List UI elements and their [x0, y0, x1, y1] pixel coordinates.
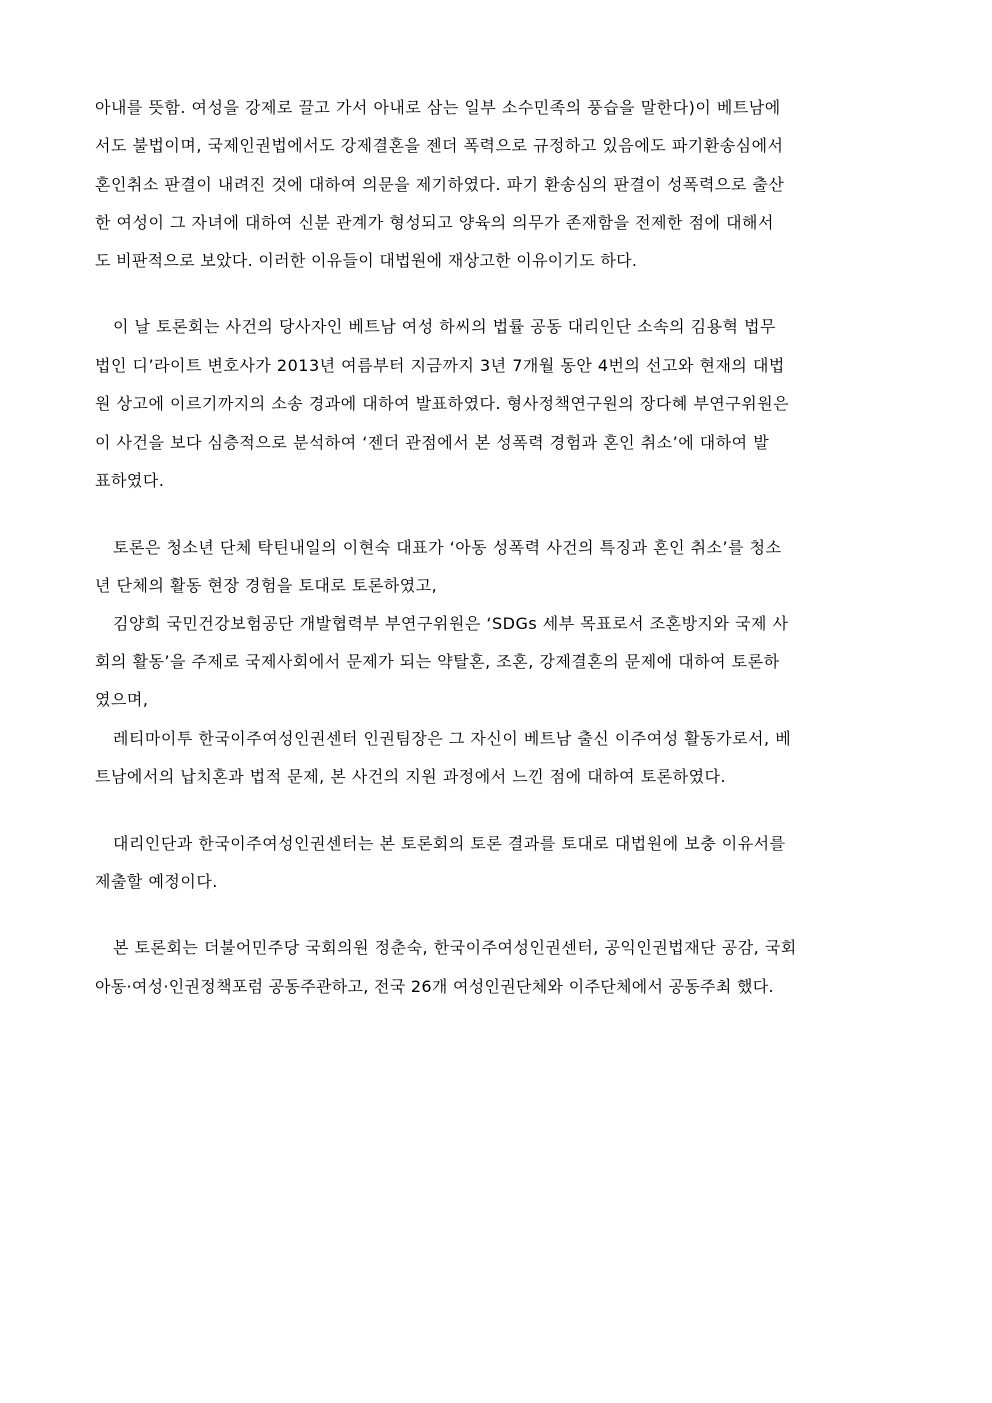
paragraph-3-line-6: 레티마이투 한국이주여성인권센터 인권팀장은 그 자신이 베트남 출신 이주여성 활동가로서, 베 — [113, 729, 792, 748]
paragraph-3-line-5: 였으며, — [95, 690, 149, 709]
paragraph-2-line-5: 표하였다. — [95, 471, 165, 490]
paragraph-4-line-1: 대리인단과 한국이주여성인권센터는 본 토론회의 토론 결과를 토대로 대법원에 보충 이유서를 — [113, 834, 786, 853]
paragraph-5-line-2: 아동·여성·인권정책포럼 공동주관하고, 전국 26개 여성인권단체와 이주단체에서 공동주최 했다. — [95, 977, 774, 996]
paragraph-3-line-2: 년 단체의 활동 현장 경험을 토대로 토론하였고, — [95, 576, 438, 595]
paragraph-1-line-3: 혼인취소 판결이 내려진 것에 대하여 의문을 제기하였다. 파기 환송심의 판결이 성폭력으로 출산 — [95, 175, 785, 194]
paragraph-3-line-7: 트남에서의 납치혼과 법적 문제, 본 사건의 지원 과정에서 느낀 점에 대하여 토론하였다. — [95, 767, 727, 786]
paragraph-1-line-2: 서도 불법이며, 국제인권법에서도 강제결혼을 젠더 폭력으로 규정하고 있음에도 파기환송심에서 — [95, 136, 784, 155]
paragraph-2-line-4: 이 사건을 보다 심층적으로 분석하여 ‘젠더 관점에서 본 성폭력 경험과 혼인 취소’에 대하여 발 — [95, 433, 770, 452]
paragraph-3-line-4: 회의 활동’을 주제로 국제사회에서 문제가 되는 약탈혼, 조혼, 강제결혼의 문제에 대하여 토론하 — [95, 652, 780, 671]
paragraph-1-line-5: 도 비판적으로 보았다. 이러한 이유들이 대법원에 재상고한 이유이기도 하다. — [95, 251, 638, 270]
paragraph-3-line-3: 김양희 국민건강보험공단 개발협력부 부연구위원은 ‘SDGs 세부 목표로서 조혼방지와 국제 사 — [113, 614, 789, 633]
paragraph-3-line-1: 토론은 청소년 단체 탁틴내일의 이현숙 대표가 ‘아동 성폭력 사건의 특징과 혼인 취소’를 청소 — [113, 538, 782, 557]
paragraph-2-line-2: 법인 디’라이트 변호사가 2013년 여름부터 지금까지 3년 7개월 동안 4번의 선고와 현재의 대법 — [95, 356, 785, 375]
paragraph-5-line-1: 본 토론회는 더불어민주당 국회의원 정춘숙, 한국이주여성인권센터, 공익인권법재단 공감, 국회 — [113, 938, 797, 957]
paragraph-4-line-2: 제출할 예정이다. — [95, 872, 218, 891]
paragraph-2-line-1: 이 날 토론회는 사건의 당사자인 베트남 여성 하씨의 법률 공동 대리인단 소속의 김용혁 법무 — [113, 317, 776, 336]
paragraph-2-line-3: 원 상고에 이르기까지의 소송 경과에 대하여 발표하였다. 형사정책연구원의 장다혜 부연구위원은 — [95, 394, 790, 413]
paragraph-1-line-1: 아내를 뜻함. 여성을 강제로 끌고 가서 아내로 삼는 일부 소수민족의 풍습을 말한다)이 베트남에 — [95, 98, 781, 117]
paragraph-1-line-4: 한 여성이 그 자녀에 대하여 신분 관계가 형성되고 양육의 의무가 존재함을 전제한 점에 대해서 — [95, 213, 774, 232]
